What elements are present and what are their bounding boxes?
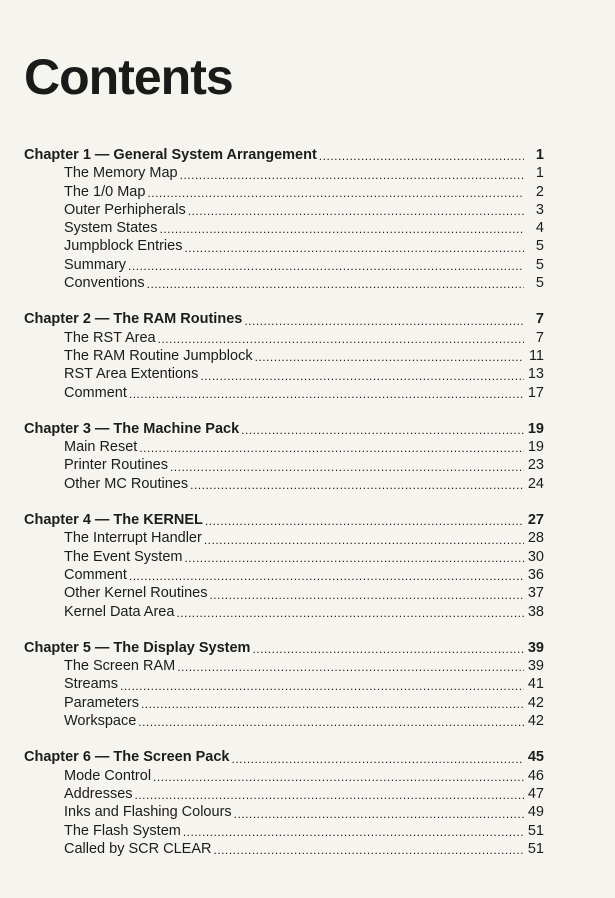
section-entry-label: The Flash System: [64, 822, 181, 839]
dot-leader: [147, 274, 524, 292]
dot-leader: [255, 347, 524, 365]
section-entry-page-number: 11: [528, 347, 544, 364]
section-entry-page-number: 3: [535, 201, 544, 218]
dot-leader: [141, 694, 524, 712]
section-entry-label: Summary: [64, 256, 127, 273]
dot-leader: [138, 712, 524, 730]
chapter-block: [24, 748, 544, 858]
dot-leader: [209, 585, 524, 603]
dot-leader: [139, 438, 524, 456]
section-entry-label: Kernel Data Area: [64, 603, 175, 620]
section-entry-page-number: 42: [527, 713, 544, 730]
dot-leader: [188, 201, 524, 219]
section-entry-label: The Memory Map: [64, 165, 178, 182]
dot-leader: [184, 548, 524, 566]
chapter-heading-label: Chapter 4 — The KERNEL: [24, 512, 203, 529]
section-entry-label: Parameters: [64, 694, 139, 711]
section-entry[interactable]: [24, 767, 544, 785]
dot-leader: [135, 785, 524, 803]
section-entry-label: The 1/0 Map: [64, 183, 146, 200]
section-entry-page-number: 2: [535, 183, 544, 200]
section-entry-label: Main Reset: [64, 439, 138, 456]
section-entry-label: The Interrupt Handler: [64, 530, 202, 547]
section-entry-label: Workspace: [64, 713, 137, 730]
page-title: Contents: [24, 49, 233, 105]
section-entry-label: The Screen RAM: [64, 658, 176, 675]
section-entry-label: Mode Control: [64, 767, 152, 784]
dot-leader: [319, 146, 524, 164]
section-entry[interactable]: [24, 475, 544, 493]
chapter-heading[interactable]: [24, 511, 544, 529]
section-entry[interactable]: [24, 183, 544, 201]
chapter-heading[interactable]: [24, 748, 544, 766]
section-entry[interactable]: [24, 712, 544, 730]
dot-leader: [184, 238, 524, 256]
dot-leader: [129, 384, 524, 402]
section-entry[interactable]: [24, 347, 544, 365]
section-entry[interactable]: [24, 456, 544, 474]
chapter-block: [24, 310, 544, 401]
section-entry-page-number: 38: [527, 603, 544, 620]
chapter-heading[interactable]: [24, 146, 544, 164]
dot-leader: [158, 329, 524, 347]
chapter-heading-label: Chapter 1 — General System Arrangement: [24, 147, 317, 163]
section-entry-page-number: 4: [535, 220, 544, 237]
dot-leader: [153, 767, 524, 785]
section-entry[interactable]: [24, 803, 544, 821]
section-entry-page-number: 41: [527, 676, 544, 693]
dot-leader: [180, 165, 524, 183]
chapter-block: [24, 639, 544, 730]
section-entry-label: Conventions: [64, 275, 145, 292]
section-entry-label: Jumpblock Entries: [64, 238, 183, 255]
section-entry-page-number: 36: [527, 566, 544, 583]
section-entry-page-number: 1: [535, 165, 544, 182]
section-entry[interactable]: [24, 548, 544, 566]
dot-leader: [234, 804, 524, 822]
section-entry-page-number: 37: [527, 585, 544, 602]
dot-leader: [232, 749, 525, 767]
section-entry[interactable]: [24, 603, 544, 621]
dot-leader: [213, 840, 524, 858]
table-of-contents: [24, 146, 544, 876]
section-entry-label: Streams: [64, 676, 118, 693]
section-entry-label: The RAM Routine Jumpblock: [64, 347, 253, 364]
chapter-heading-label: Chapter 6 — The Screen Pack: [24, 749, 230, 766]
dot-leader: [183, 822, 524, 840]
section-entry[interactable]: [24, 584, 544, 602]
chapter-block: [24, 420, 544, 493]
dot-leader: [159, 219, 524, 237]
section-entry[interactable]: [24, 256, 544, 274]
section-entry[interactable]: [24, 657, 544, 675]
chapter-heading-page-number: 39: [527, 639, 544, 656]
section-entry-page-number: 5: [535, 275, 544, 292]
section-entry-label: Other Kernel Routines: [64, 585, 208, 602]
section-entry[interactable]: [24, 675, 544, 693]
section-entry-page-number: 5: [535, 256, 544, 273]
section-entry-page-number: 47: [527, 785, 544, 802]
section-entry-label: Addresses: [64, 785, 133, 802]
dot-leader: [128, 256, 524, 274]
dot-leader: [205, 511, 524, 529]
dot-leader: [200, 366, 524, 384]
section-entry[interactable]: [24, 201, 544, 219]
dot-leader: [241, 420, 524, 438]
section-entry[interactable]: [24, 237, 544, 255]
chapter-heading[interactable]: [24, 420, 544, 438]
section-entry-page-number: 42: [527, 694, 544, 711]
section-entry-page-number: 19: [527, 439, 544, 456]
dot-leader: [147, 183, 524, 201]
dot-leader: [244, 311, 524, 329]
section-entry-label: Outer Perhipherals: [64, 201, 186, 218]
chapter-heading-page-number: 19: [527, 420, 544, 437]
section-entry-page-number: 17: [527, 384, 544, 401]
chapter-heading-label: Chapter 3 — The Machine Pack: [24, 420, 240, 437]
section-entry[interactable]: [24, 219, 544, 237]
section-entry-page-number: 5: [535, 238, 544, 255]
chapter-heading-page-number: 1: [535, 147, 544, 163]
dot-leader: [190, 475, 524, 493]
dot-leader: [176, 603, 524, 621]
dot-leader: [129, 566, 524, 584]
chapter-heading-label: Chapter 2 — The RAM Routines: [24, 311, 243, 328]
section-entry-label: Inks and Flashing Colours: [64, 804, 232, 821]
section-entry-page-number: 28: [527, 530, 544, 547]
section-entry-page-number: 49: [527, 804, 544, 821]
section-entry[interactable]: [24, 438, 544, 456]
section-entry-page-number: 51: [527, 822, 544, 839]
dot-leader: [177, 657, 524, 675]
chapter-heading-page-number: 7: [535, 311, 544, 328]
section-entry-page-number: 51: [527, 840, 544, 857]
section-entry-label: System States: [64, 220, 158, 237]
section-entry[interactable]: [24, 164, 544, 182]
dot-leader: [120, 676, 524, 694]
chapter-heading-label: Chapter 5 — The Display System: [24, 639, 251, 656]
chapter-block: [24, 146, 544, 292]
chapter-heading-page-number: 45: [527, 749, 544, 766]
section-entry[interactable]: [24, 365, 544, 383]
section-entry[interactable]: [24, 384, 544, 402]
dot-leader: [204, 530, 524, 548]
section-entry[interactable]: [24, 274, 544, 292]
dot-leader: [170, 457, 524, 475]
section-entry[interactable]: [24, 329, 544, 347]
section-entry-label: Comment: [64, 566, 127, 583]
section-entry[interactable]: [24, 822, 544, 840]
section-entry-page-number: 13: [527, 366, 544, 383]
dot-leader: [252, 639, 524, 657]
section-entry[interactable]: [24, 840, 544, 858]
section-entry-label: Other MC Routines: [64, 475, 189, 492]
section-entry-page-number: 39: [527, 658, 544, 675]
section-entry-page-number: 30: [527, 548, 544, 565]
section-entry-label: Printer Routines: [64, 457, 168, 474]
section-entry-label: The RST Area: [64, 329, 156, 346]
chapter-block: [24, 511, 544, 621]
section-entry-page-number: 46: [527, 767, 544, 784]
section-entry[interactable]: [24, 785, 544, 803]
section-entry[interactable]: [24, 566, 544, 584]
section-entry-page-number: 24: [527, 475, 544, 492]
section-entry-label: Comment: [64, 384, 127, 401]
chapter-heading[interactable]: [24, 310, 544, 328]
chapter-heading-page-number: 27: [527, 512, 544, 529]
section-entry-page-number: 7: [535, 329, 544, 346]
section-entry-label: RST Area Extentions: [64, 366, 199, 383]
section-entry-label: The Event System: [64, 548, 183, 565]
section-entry-page-number: 23: [527, 457, 544, 474]
chapter-heading[interactable]: [24, 639, 544, 657]
section-entry-label: Called by SCR CLEAR: [64, 840, 212, 857]
section-entry[interactable]: [24, 529, 544, 547]
section-entry[interactable]: [24, 694, 544, 712]
